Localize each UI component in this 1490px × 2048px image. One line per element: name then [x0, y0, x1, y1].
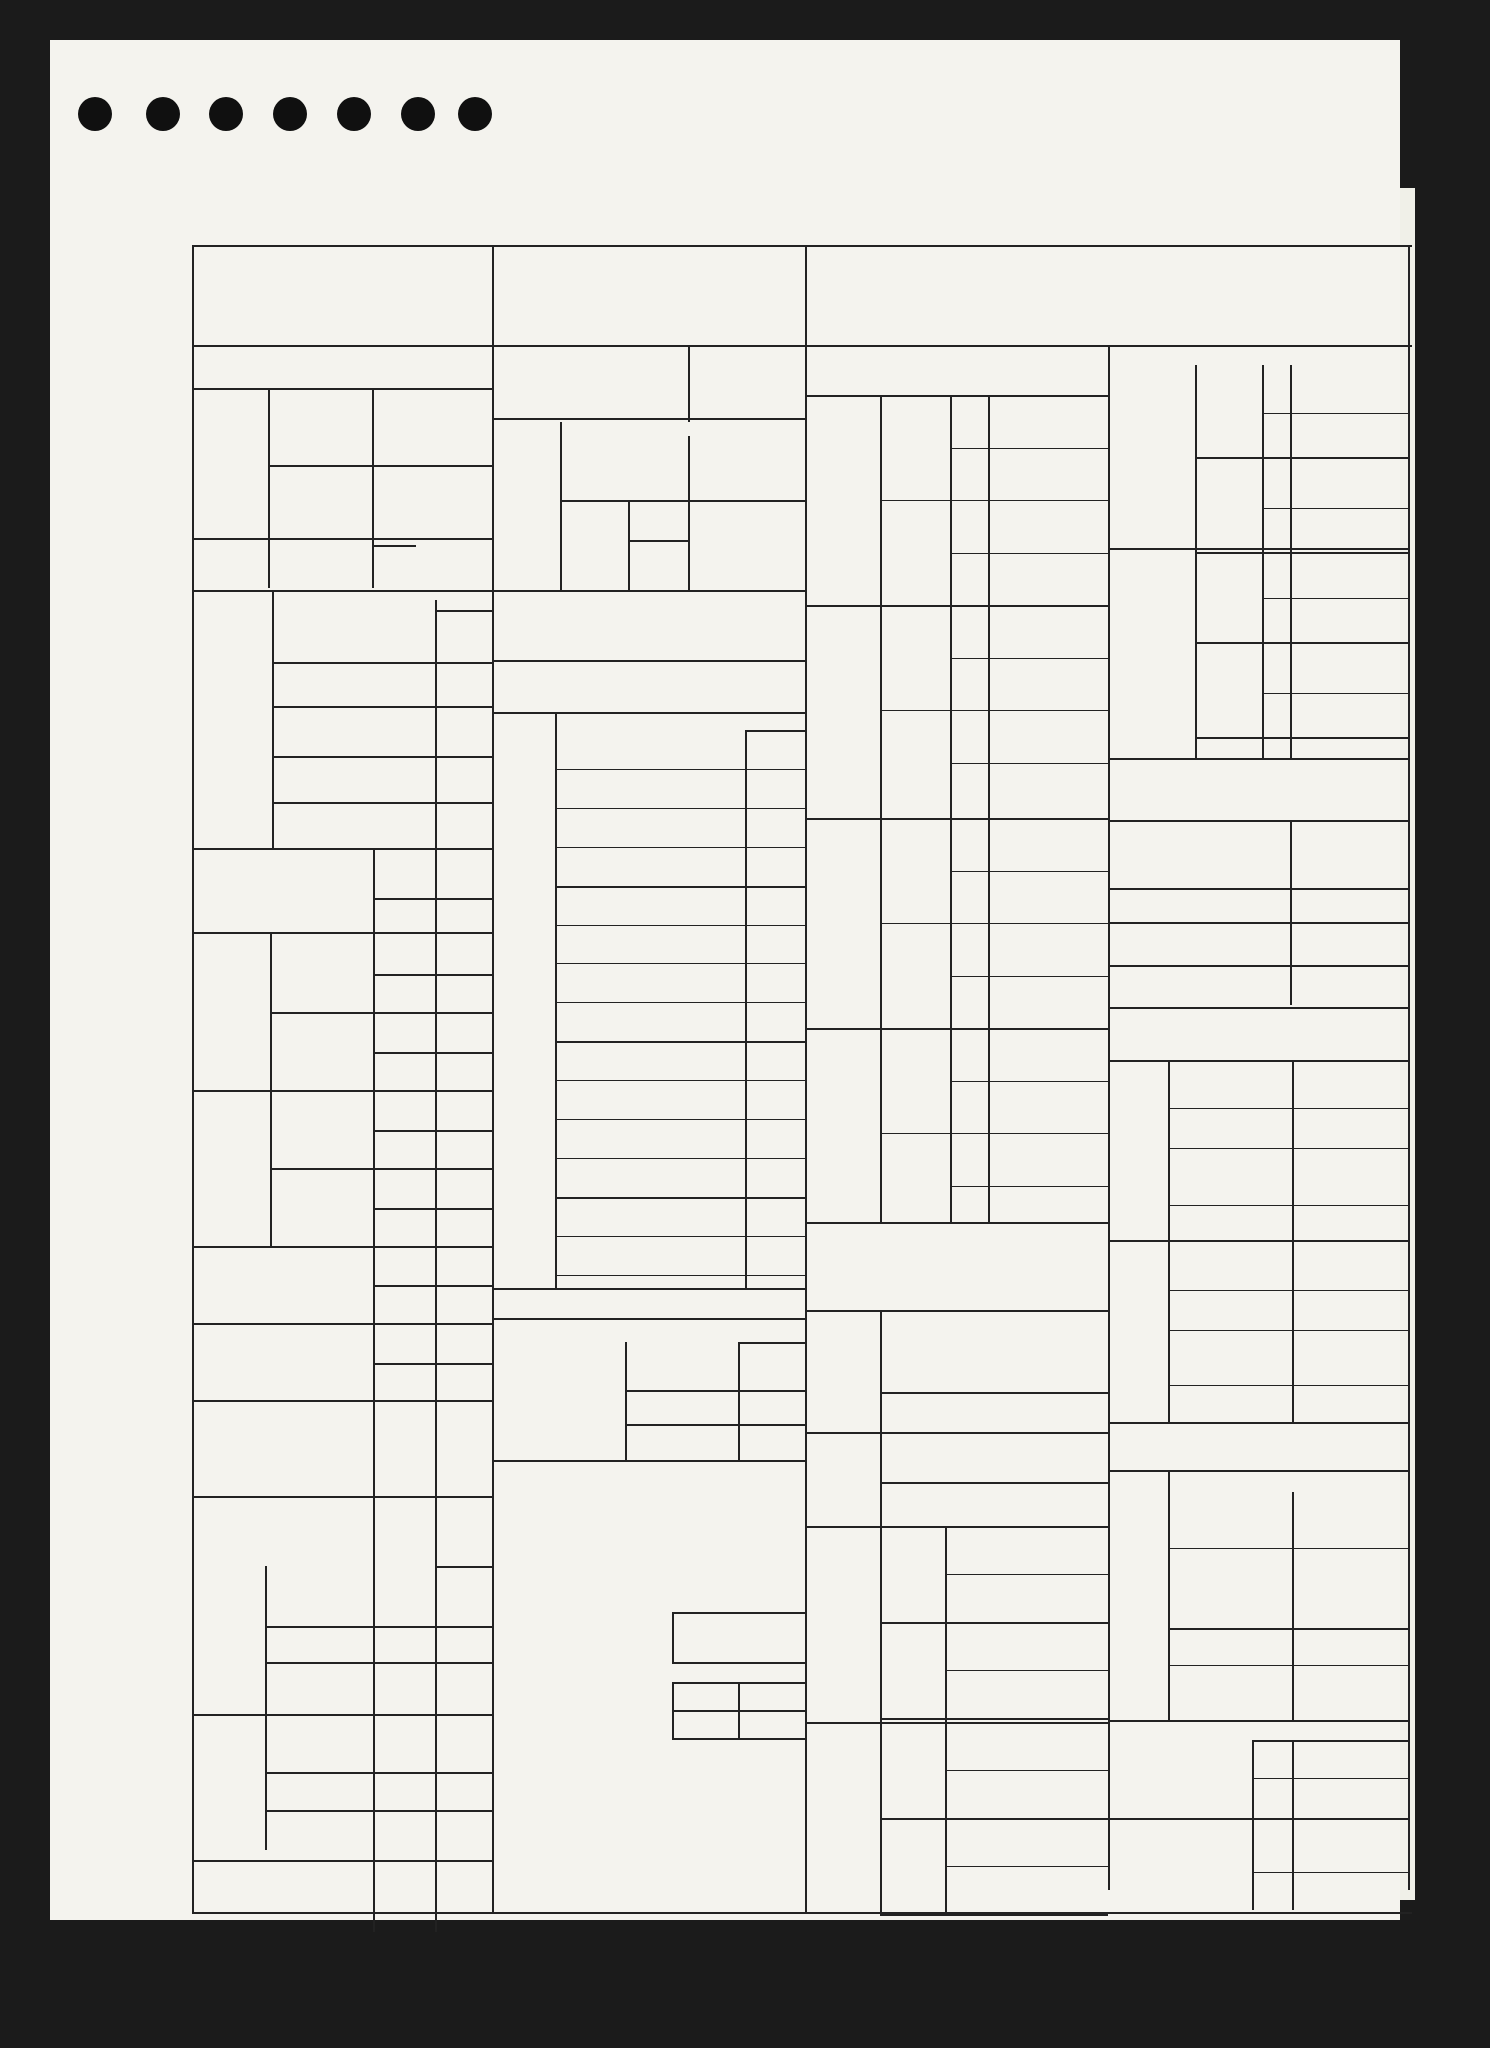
rule [492, 418, 805, 420]
rule [192, 932, 492, 934]
rule [880, 1310, 882, 1912]
rule [555, 1080, 805, 1081]
rule [555, 886, 805, 888]
rule [805, 1310, 1108, 1312]
rule [945, 1770, 1108, 1771]
rule [272, 590, 274, 848]
rule [192, 1323, 492, 1325]
rule [1252, 1740, 1408, 1742]
rule [880, 1133, 1108, 1134]
rule [372, 545, 416, 547]
rule [988, 395, 990, 1222]
rule [268, 388, 270, 588]
rule [805, 245, 807, 1912]
rule [555, 1236, 805, 1237]
rule [880, 923, 1108, 924]
rule [192, 1714, 492, 1716]
rule [272, 756, 492, 758]
rule [555, 808, 805, 809]
rule [738, 1342, 740, 1460]
punch-hole [401, 97, 435, 131]
rule [373, 1363, 492, 1365]
rule [1108, 888, 1408, 890]
rule [745, 730, 747, 1288]
punch-hole [273, 97, 307, 131]
rule [880, 395, 882, 1222]
rule [555, 1041, 805, 1043]
rule [625, 1342, 627, 1460]
rule [373, 1208, 492, 1210]
rule [1108, 1470, 1408, 1472]
rule [1252, 1740, 1254, 1910]
punch-hole [458, 97, 492, 131]
rule [192, 245, 1412, 247]
rule [1108, 1240, 1408, 1242]
rule [950, 553, 1108, 554]
rule [1168, 1385, 1408, 1386]
rule [805, 1222, 1108, 1224]
rule [1290, 820, 1292, 1005]
rule [1168, 1665, 1408, 1666]
rule [805, 818, 1108, 820]
rule [373, 1052, 492, 1054]
rule [555, 1275, 805, 1276]
rule [270, 1168, 492, 1170]
rule [192, 245, 194, 1912]
rule [1195, 737, 1408, 739]
rule [192, 1246, 492, 1248]
rule [805, 1722, 1108, 1724]
rule [1252, 1778, 1408, 1779]
punch-hole [146, 97, 180, 131]
rule [672, 1662, 805, 1664]
rule [560, 500, 805, 502]
rule [192, 1860, 492, 1862]
rule [745, 730, 805, 732]
rule [625, 1390, 805, 1392]
rule [1168, 1330, 1408, 1331]
rule [1108, 548, 1408, 550]
rule [192, 848, 492, 850]
rule [492, 245, 494, 1912]
rule [805, 1526, 1108, 1528]
rule [950, 1081, 1108, 1082]
rule [880, 500, 1108, 501]
rule [492, 1318, 805, 1320]
rule [1168, 1108, 1408, 1109]
rule [1108, 1007, 1408, 1009]
rule [880, 710, 1108, 711]
rule [435, 848, 437, 1932]
rule [880, 1482, 1108, 1484]
rule [492, 660, 805, 662]
rule [1195, 552, 1408, 554]
rule [672, 1612, 805, 1614]
rule [688, 345, 690, 422]
rule [555, 712, 557, 1288]
rule [1168, 1290, 1408, 1291]
rule [1108, 1818, 1408, 1820]
rule [265, 1662, 492, 1664]
rule [555, 1002, 805, 1003]
rule [672, 1710, 805, 1712]
rule [688, 436, 690, 590]
rule [373, 1285, 492, 1287]
rule [1262, 413, 1408, 414]
rule [628, 500, 630, 590]
rule [880, 1818, 1108, 1820]
rule [1108, 1060, 1408, 1062]
rule [805, 1028, 1108, 1030]
rule [1195, 457, 1408, 459]
rule [945, 1670, 1108, 1671]
rule [373, 898, 492, 900]
rule [192, 388, 492, 390]
rule [1108, 965, 1408, 967]
rule [435, 600, 437, 848]
rule [1108, 758, 1408, 760]
rule [555, 1197, 805, 1199]
rule [880, 1718, 1108, 1720]
rule [192, 1496, 492, 1498]
rule [1108, 1720, 1408, 1722]
rule [1168, 1205, 1408, 1206]
rule [560, 422, 562, 590]
front-sheet [50, 40, 1400, 1920]
rule [1252, 1872, 1408, 1873]
rule [805, 605, 1108, 607]
rule [1408, 245, 1410, 1890]
rule [805, 395, 1108, 397]
rule [272, 802, 492, 804]
rule [492, 590, 805, 592]
rule [1108, 345, 1110, 1890]
rule [880, 1622, 1108, 1624]
rule [805, 1432, 1108, 1434]
rule [265, 1566, 267, 1850]
rule [268, 465, 492, 467]
rule [625, 1424, 805, 1426]
rule [192, 345, 1412, 347]
rule [265, 1772, 492, 1774]
rule [950, 763, 1108, 764]
rule [265, 1626, 492, 1628]
rule [492, 1460, 805, 1462]
rule [1262, 365, 1264, 758]
rule [492, 1288, 805, 1290]
rule [265, 1810, 492, 1812]
rule [950, 448, 1108, 449]
rule [272, 662, 492, 664]
punch-hole [78, 97, 112, 131]
rule [945, 1574, 1108, 1575]
rule [1195, 365, 1197, 758]
rule [672, 1738, 805, 1740]
rule [950, 871, 1108, 872]
rule [192, 590, 492, 592]
rule [950, 395, 952, 1222]
rule [672, 1612, 674, 1662]
rule [192, 538, 492, 540]
rule [1108, 922, 1408, 924]
rule [555, 1158, 805, 1159]
rule [270, 932, 272, 1090]
rule [192, 1400, 492, 1402]
rule [270, 1012, 492, 1014]
rule [555, 769, 805, 770]
rule [272, 706, 492, 708]
rule [950, 976, 1108, 977]
rule [555, 963, 805, 964]
rule [1195, 642, 1408, 644]
rule [738, 1342, 805, 1344]
rule [555, 925, 805, 926]
rule [1290, 365, 1292, 758]
rule [373, 848, 375, 1932]
rule [628, 540, 688, 542]
rule [1168, 1548, 1408, 1549]
punch-hole [209, 97, 243, 131]
rule [1168, 1470, 1170, 1720]
rule [435, 610, 492, 612]
rule [1168, 1628, 1408, 1630]
rule [1108, 1422, 1408, 1424]
rule [1262, 693, 1408, 694]
rule [880, 1392, 1108, 1394]
rule [1292, 1492, 1294, 1720]
rule [1168, 1148, 1408, 1149]
rule [435, 1566, 492, 1568]
rule [372, 388, 374, 588]
rule [373, 1130, 492, 1132]
rule [555, 1119, 805, 1120]
rule [1292, 1740, 1294, 1910]
rule [950, 658, 1108, 659]
rule [945, 1866, 1108, 1867]
rule [555, 847, 805, 848]
rule [950, 1186, 1108, 1187]
punch-hole [337, 97, 371, 131]
rule [1262, 598, 1408, 599]
rule [492, 712, 805, 714]
rule [192, 1090, 492, 1092]
rule [1108, 820, 1408, 822]
rule [880, 1914, 1108, 1916]
rule [1262, 508, 1408, 509]
rule [192, 1912, 1412, 1914]
rule [373, 974, 492, 976]
